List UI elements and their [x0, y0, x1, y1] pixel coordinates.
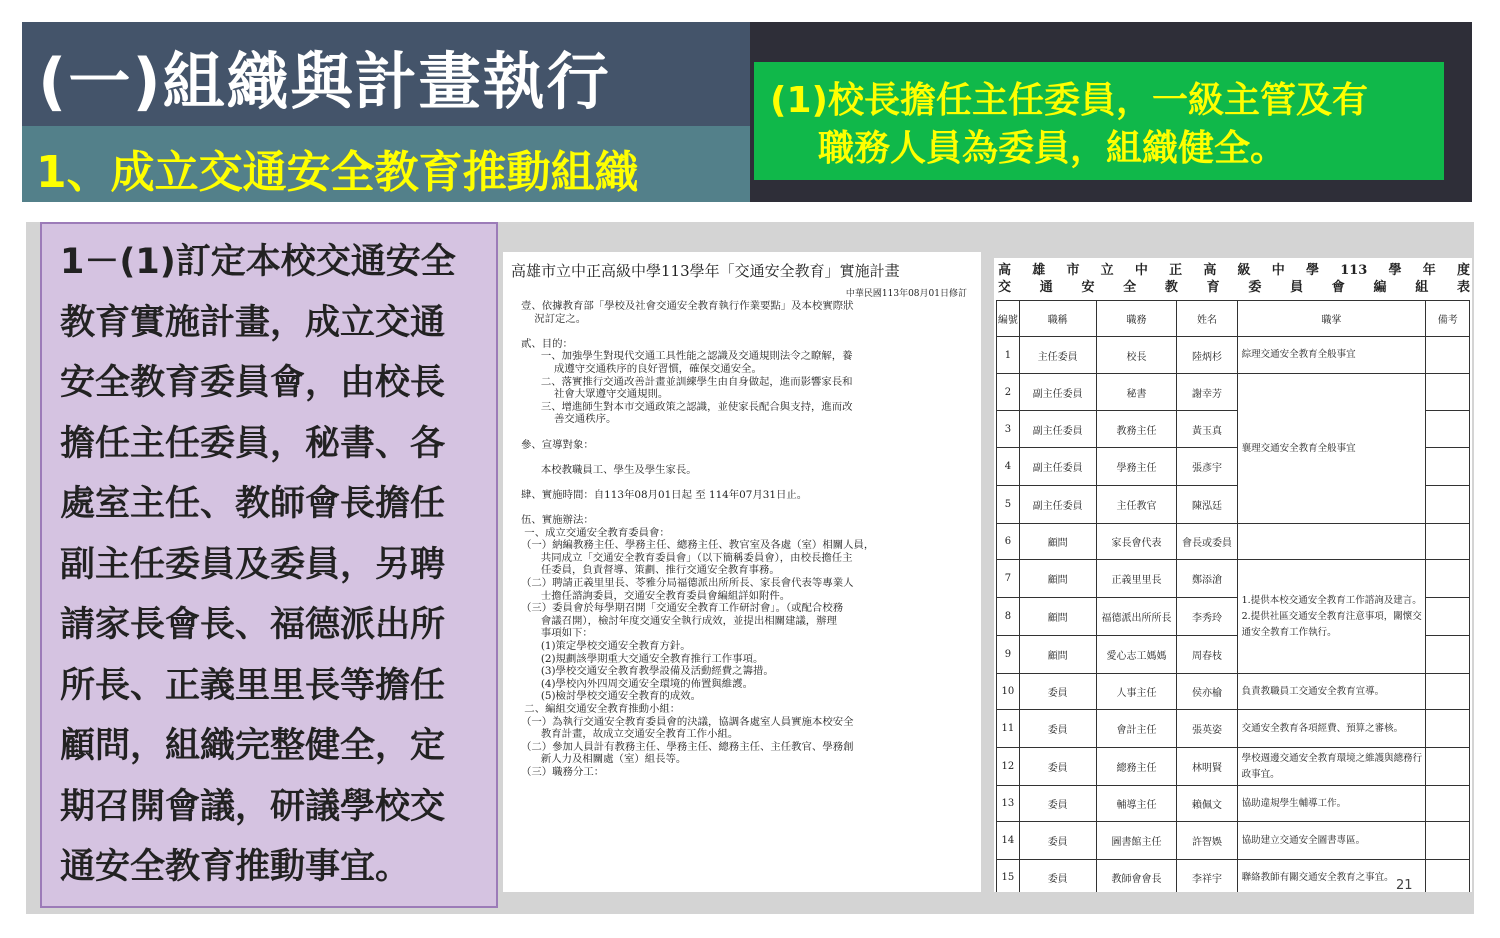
plan-line: （三）職務分工：	[521, 765, 605, 778]
cell-job: 人事主任	[1096, 674, 1177, 710]
cell-name: 陳泓廷	[1177, 486, 1237, 524]
cell-note	[1426, 524, 1470, 560]
cell-title: 委員	[1019, 822, 1096, 860]
plan-line: (2)規劃該學期重大交通安全教育推行工作事項。	[521, 652, 764, 665]
table-row	[997, 710, 1470, 748]
plan-line: （二）參加人員計有教務主任、學務主任、總務主任、主任教官、學務創	[521, 740, 854, 753]
committee-table	[996, 300, 1470, 892]
description-line: 請家長會長、福德派出所	[60, 605, 446, 645]
plan-line: 本校教職員工、學生及學生家長。	[521, 463, 697, 476]
cell-job: 總務主任	[1096, 748, 1177, 786]
slide-title: (一)組織與計畫執行	[38, 45, 611, 118]
cell-note	[1426, 598, 1470, 636]
cell-title: 顧問	[1019, 524, 1096, 560]
plan-line: 會議召開），檢討年度交通安全執行成效，並提出相關建議，辦理	[521, 614, 837, 627]
plan-line: 善交通秩序。	[521, 413, 617, 426]
cell-name: 侯亦榆	[1177, 674, 1237, 710]
cell-job: 會計主任	[1096, 710, 1177, 748]
cell-note	[1426, 374, 1470, 411]
description-line: 安全教育委員會，由校長	[60, 363, 446, 403]
cell-note	[1426, 636, 1470, 674]
cell-duty: 負責教職員工交通安全教育宣導。	[1237, 674, 1426, 710]
plan-line: （三）委員會於每學期召開「交通安全教育工作研討會」。（或配合校務	[521, 602, 844, 615]
cell-title: 顧問	[1019, 598, 1096, 636]
cell-title: 委員	[1019, 786, 1096, 822]
cell-duty: 協助建立交通安全圖書專區。	[1237, 822, 1426, 860]
cell-name: 陸炳杉	[1177, 337, 1237, 374]
highlight-line-2: 職務人員為委員，組織健全。	[818, 128, 1287, 169]
cell-name: 黃玉真	[1177, 411, 1237, 448]
slide-subtitle: 1、成立交通安全教育推動組織	[36, 147, 639, 198]
description-line: 期召開會議，研議學校交	[60, 786, 446, 827]
committee-title	[998, 262, 1470, 296]
cell-name: 會長或委員	[1177, 524, 1237, 560]
cell-no: 9	[997, 636, 1020, 674]
plan-line: （一）納編教務主任、學務主任、總務主任、教官室及各處（室）相關人員，	[521, 539, 875, 552]
cell-note	[1426, 560, 1470, 598]
plan-body	[521, 300, 976, 779]
cell-job: 輔導主任	[1096, 786, 1177, 822]
cell-name: 林明賢	[1177, 748, 1237, 786]
plan-line: (5)檢討學校交通安全教育的成效。	[521, 690, 702, 703]
plan-line: （一）為執行交通安全教育委員會的決議，協調各處室人員實施本校安全	[521, 715, 854, 728]
cell-title: 副主任委員	[1019, 448, 1096, 486]
plan-line: 三、增進師生對本市交通政策之認識，並使家長配合與支持，進而改	[521, 400, 853, 413]
description-box	[40, 222, 498, 908]
cell-duty: 協助違規學生輔導工作。	[1237, 786, 1426, 822]
plan-line	[521, 451, 976, 464]
plan-line: 一、加強學生對現代交通工具性能之認識及交通規則法令之瞭解，養	[521, 350, 853, 363]
plan-line: 一、成立交通安全教育委員會：	[521, 526, 670, 539]
plan-line: 參、宣導對象：	[521, 438, 594, 451]
description-line: 通安全教育推動事宜。	[60, 847, 411, 887]
description-line: 處室主任、教師會長擔任	[60, 484, 446, 524]
cell-no: 6	[997, 524, 1020, 560]
header-right	[750, 22, 1472, 202]
cell-name: 許智娛	[1177, 822, 1237, 860]
cell-no: 14	[997, 822, 1020, 860]
cell-note	[1426, 674, 1470, 710]
table-row	[997, 748, 1470, 786]
plan-line: (4)學校內外四周交通安全環境的佈置與維護。	[521, 677, 753, 690]
header-cell: 編號	[997, 301, 1020, 337]
cell-name: 張彥宇	[1177, 448, 1237, 486]
cell-title: 委員	[1019, 710, 1096, 748]
plan-line: （二）聘請正義里里長、苓雅分局福德派出所所長、家長會代表等專業人	[521, 577, 854, 590]
table-row	[997, 560, 1470, 598]
description-line: 顧問，組織完整健全，定	[60, 726, 446, 766]
title-bar	[22, 22, 750, 126]
cell-job: 秘書	[1096, 374, 1177, 411]
cell-no: 11	[997, 710, 1020, 748]
cell-no: 15	[997, 860, 1020, 893]
cell-no: 5	[997, 486, 1020, 524]
cell-note	[1426, 822, 1470, 860]
cell-name: 張英姿	[1177, 710, 1237, 748]
cell-duty: 學校週邊交通安全教育環境之維護與總務行政事宜。	[1237, 748, 1426, 786]
header-cell: 職稱	[1019, 301, 1096, 337]
plan-line: (1)策定學校交通安全教育方針。	[521, 640, 691, 653]
cell-job: 學務主任	[1096, 448, 1177, 486]
plan-line: 教育計畫，故成立交通安全教育工作小組。	[521, 728, 739, 741]
cell-title: 主任委員	[1019, 337, 1096, 374]
plan-line: 事項如下：	[521, 627, 593, 640]
cell-title: 委員	[1019, 860, 1096, 893]
cell-title: 副主任委員	[1019, 374, 1096, 411]
plan-line	[521, 502, 976, 515]
cell-no: 13	[997, 786, 1020, 822]
plan-line	[521, 476, 976, 489]
cell-no: 10	[997, 674, 1020, 710]
committee-title-line-2: 交通安全教育委員會編組表	[998, 280, 1470, 295]
cell-no: 4	[997, 448, 1020, 486]
plan-line	[521, 426, 976, 439]
header-cell: 姓名	[1177, 301, 1237, 337]
cell-note	[1426, 486, 1470, 524]
committee-table-image	[994, 258, 1472, 892]
highlight-line-1: (1)校長擔任主任委員，一級主管及有	[770, 80, 1368, 121]
plan-line: 新人力及相關處（室）組長等。	[521, 753, 687, 766]
cell-note	[1426, 786, 1470, 822]
description-line: 1－(1)訂定本校交通安全	[60, 242, 456, 282]
cell-no: 2	[997, 374, 1020, 411]
cell-title: 委員	[1019, 674, 1096, 710]
cell-no: 3	[997, 411, 1020, 448]
plan-line: 任委員，負責督導、策劃、推行交通安全教育事務。	[521, 564, 780, 577]
cell-job: 圖書館主任	[1096, 822, 1177, 860]
cell-name: 鄭添滄	[1177, 560, 1237, 598]
cell-name: 周春枝	[1177, 636, 1237, 674]
table-row	[997, 337, 1470, 374]
cell-job: 校長	[1096, 337, 1177, 374]
header-cell: 職務	[1096, 301, 1177, 337]
cell-note	[1426, 748, 1470, 786]
committee-title-line-1: 高雄市立中正高級中學113學年度	[998, 263, 1470, 278]
table-row	[997, 786, 1470, 822]
cell-name: 謝幸芳	[1177, 374, 1237, 411]
cell-duty	[1237, 524, 1426, 560]
cell-title: 委員	[1019, 748, 1096, 786]
cell-duty: 1.提供本校交通安全教育工作諮詢及建言。 2.提供社區交通安全教育注意事項，關懷交通安全教育工作執行。	[1237, 560, 1426, 674]
cell-name: 賴佩文	[1177, 786, 1237, 822]
cell-job: 正義里里長	[1096, 560, 1177, 598]
plan-title: 高雄市立中正高級中學113學年「交通安全教育」實施計畫	[511, 262, 900, 280]
cell-title: 副主任委員	[1019, 486, 1096, 524]
header-cell: 備考	[1426, 301, 1470, 337]
cell-duty: 襄理交通安全教育全般事宜	[1237, 374, 1426, 524]
description-line: 所長、正義里里長等擔任	[60, 665, 446, 706]
cell-no: 12	[997, 748, 1020, 786]
plan-line: 伍、實施辦法：	[521, 514, 594, 527]
cell-job: 教師會會長	[1096, 860, 1177, 893]
plan-line: 共同成立「交通安全教育委員會」（以下簡稱委員會），由校長擔任主	[521, 551, 853, 564]
plan-date: 中華民國113年08月01日修訂	[845, 289, 967, 299]
cell-job: 教務主任	[1096, 411, 1177, 448]
description-line: 副主任委員及委員，另聘	[60, 544, 446, 585]
plan-line: 社會大眾遵守交通規則。	[521, 388, 669, 401]
plan-line: (3)學校交通安全教育教學設備及活動經費之籌措。	[521, 665, 774, 678]
cell-note	[1426, 337, 1470, 374]
header-left	[22, 22, 750, 202]
cell-title: 顧問	[1019, 636, 1096, 674]
plan-line: 壹、依據教育部「學校及社會交通安全教育執行作業要點」及本校實際狀	[521, 300, 854, 312]
plan-line: 士擔任諮詢委員，交通安全教育委員會編組詳如附件。	[521, 589, 791, 602]
cell-title: 顧問	[1019, 560, 1096, 598]
cell-no: 7	[997, 560, 1020, 598]
description-line: 教育實施計畫，成立交通	[60, 302, 446, 343]
plan-line: 貳、目的：	[521, 337, 573, 350]
cell-job: 福德派出所所長	[1096, 598, 1177, 636]
cell-note	[1426, 411, 1470, 448]
description-line: 擔任主任委員，秘書、各	[60, 423, 446, 464]
table-row	[997, 524, 1470, 560]
cell-no: 8	[997, 598, 1020, 636]
cell-job: 主任教官	[1096, 486, 1177, 524]
content-area	[26, 222, 1474, 914]
plan-document-image	[503, 252, 981, 892]
plan-line: 成遵守交通秩序的良好習慣，確保交通安全。	[521, 362, 762, 375]
cell-name: 李祥宇	[1177, 860, 1237, 893]
plan-line: 二、編組交通安全教育推動小組：	[521, 703, 681, 715]
plan-line: 況訂定之。	[521, 312, 587, 325]
header-cell: 職掌	[1237, 301, 1426, 337]
cell-no: 1	[997, 337, 1020, 374]
cell-name: 李秀玲	[1177, 598, 1237, 636]
cell-duty: 綜理交通安全教育全般事宜	[1237, 337, 1426, 374]
page-number: 21	[1396, 878, 1413, 893]
highlight-box	[754, 62, 1444, 180]
plan-line: 肆、實施時間：自113年08月01日起 至 114年07月31日止。	[521, 488, 808, 501]
cell-duty: 聯絡教師有關交通安全教育之事宜。	[1237, 860, 1426, 893]
table-row	[997, 822, 1470, 860]
cell-job: 愛心志工媽媽	[1096, 636, 1177, 674]
description-text	[60, 232, 488, 898]
table-row	[997, 674, 1470, 710]
plan-line	[521, 325, 976, 338]
cell-duty: 交通安全教育各項經費、預算之審核。	[1237, 710, 1426, 748]
table-header-row	[997, 301, 1470, 337]
cell-note	[1426, 860, 1470, 893]
cell-job: 家長會代表	[1096, 524, 1177, 560]
cell-title: 副主任委員	[1019, 411, 1096, 448]
subtitle-bar	[22, 126, 750, 202]
cell-note	[1426, 710, 1470, 748]
cell-note	[1426, 448, 1470, 486]
plan-line: 二、落實推行交通改善計畫並訓練學生由自身做起，進而影響家長和	[521, 375, 853, 388]
table-row	[997, 374, 1470, 411]
